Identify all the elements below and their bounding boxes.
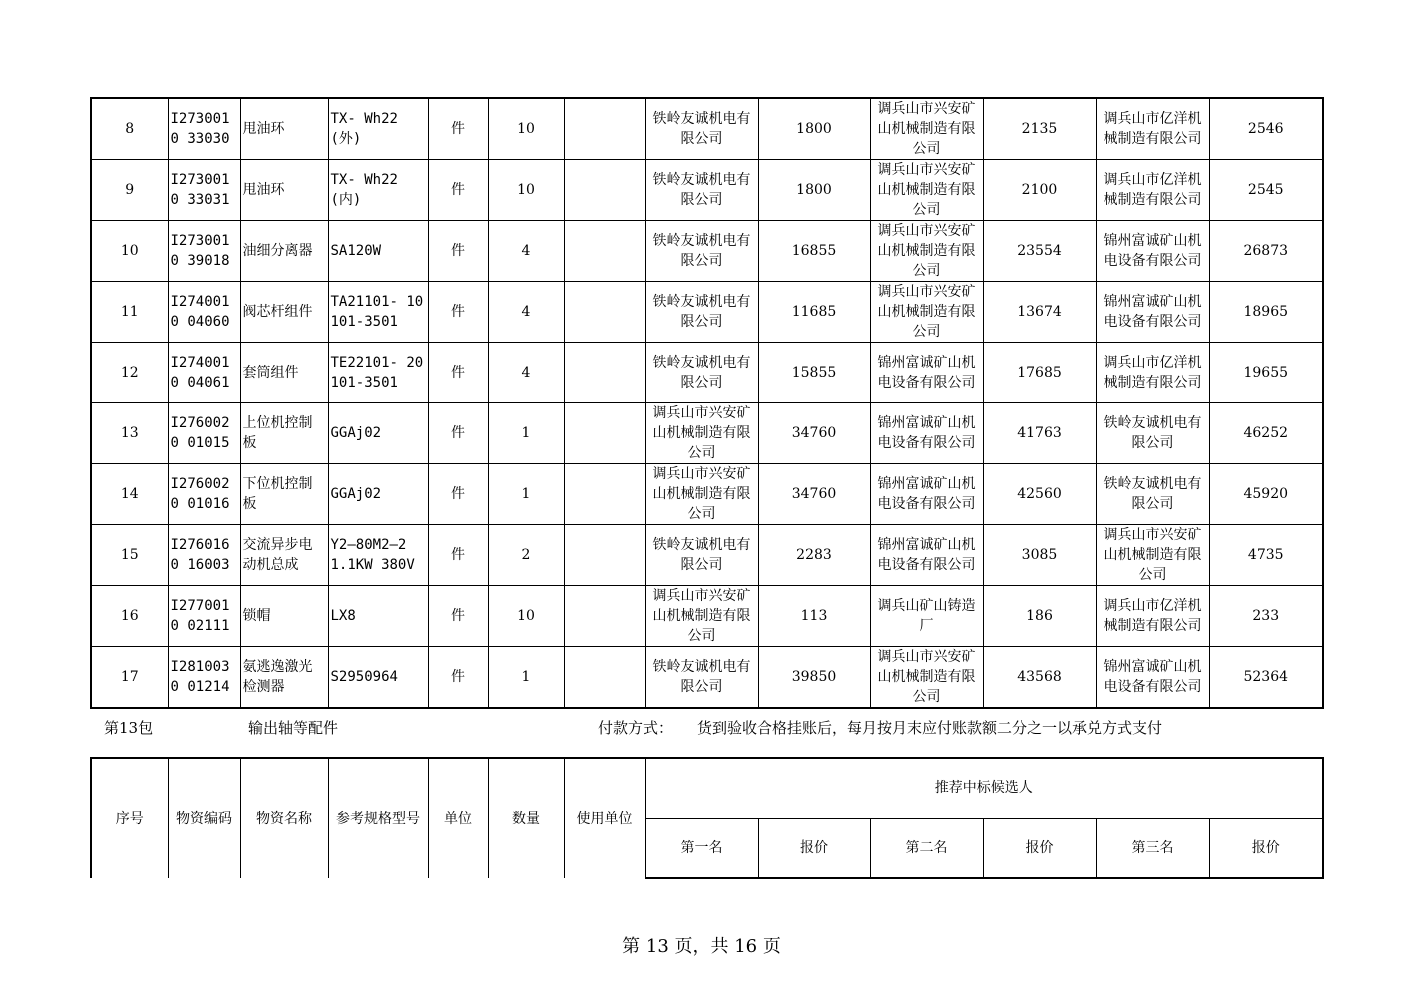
cell-user: [564, 464, 645, 525]
cell-price3: 2546: [1209, 98, 1323, 160]
header-qty: 数量: [488, 758, 564, 878]
cell-no: 13: [91, 403, 168, 464]
cell-price1: 15855: [758, 343, 870, 403]
cell-price2: 17685: [983, 343, 1096, 403]
cell-user: [564, 403, 645, 464]
cell-name: 阀芯杆组件: [240, 282, 328, 343]
header-user: 使用单位: [564, 758, 645, 878]
cell-name: 氨逃逸激光检测器: [240, 647, 328, 709]
next-package-header-table: [90, 757, 1324, 879]
header-unit: 单位: [428, 758, 488, 878]
cell-third: 铁岭友诚机电有限公司: [1096, 403, 1209, 464]
header-recommend: 推荐中标候选人: [645, 758, 1323, 818]
cell-price1: 16855: [758, 221, 870, 282]
table-row: [91, 403, 1323, 464]
cell-user: [564, 586, 645, 647]
cell-no: 14: [91, 464, 168, 525]
cell-qty: 4: [488, 343, 564, 403]
cell-qty: 10: [488, 160, 564, 221]
cell-first: 铁岭友诚机电有限公司: [645, 343, 758, 403]
cell-first: 铁岭友诚机电有限公司: [645, 160, 758, 221]
cell-second: 锦州富诚矿山机电设备有限公司: [870, 403, 983, 464]
cell-qty: 1: [488, 403, 564, 464]
cell-price3: 4735: [1209, 525, 1323, 586]
cell-user: [564, 282, 645, 343]
cell-code: I2810030 01214: [168, 647, 240, 709]
cell-price1: 11685: [758, 282, 870, 343]
header-no: 序号: [91, 758, 168, 878]
cell-code: I2740010 04061: [168, 343, 240, 403]
table-body: [91, 98, 1323, 708]
cell-user: [564, 525, 645, 586]
cell-user: [564, 647, 645, 709]
cell-first: 调兵山市兴安矿山机械制造有限公司: [645, 586, 758, 647]
header-code: 物资编码: [168, 758, 240, 878]
header-first: 第一名: [645, 818, 758, 878]
cell-first: 铁岭友诚机电有限公司: [645, 221, 758, 282]
cell-price2: 13674: [983, 282, 1096, 343]
cell-spec: TA21101- 10101-3501: [328, 282, 428, 343]
cell-price3: 19655: [1209, 343, 1323, 403]
cell-second: 调兵山市兴安矿山机械制造有限公司: [870, 221, 983, 282]
cell-price2: 41763: [983, 403, 1096, 464]
cell-name: 锁帽: [240, 586, 328, 647]
cell-price2: 2100: [983, 160, 1096, 221]
cell-price1: 2283: [758, 525, 870, 586]
cell-price1: 1800: [758, 160, 870, 221]
cell-name: 甩油环: [240, 98, 328, 160]
cell-price3: 2545: [1209, 160, 1323, 221]
header-price2: 报价: [983, 818, 1096, 878]
header-spec: 参考规格型号: [328, 758, 428, 878]
table-row: [91, 586, 1323, 647]
cell-unit: 件: [428, 98, 488, 160]
cell-second: 调兵山市兴安矿山机械制造有限公司: [870, 98, 983, 160]
cell-price2: 43568: [983, 647, 1096, 709]
cell-price2: 23554: [983, 221, 1096, 282]
cell-user: [564, 98, 645, 160]
cell-spec: Y2—80M2—2 1.1KW 380V: [328, 525, 428, 586]
cell-user: [564, 221, 645, 282]
cell-unit: 件: [428, 282, 488, 343]
cell-first: 调兵山市兴安矿山机械制造有限公司: [645, 403, 758, 464]
header-third: 第三名: [1096, 818, 1209, 878]
header-second: 第二名: [870, 818, 983, 878]
cell-second: 调兵山市兴安矿山机械制造有限公司: [870, 647, 983, 709]
cell-third: 调兵山市亿洋机械制造有限公司: [1096, 343, 1209, 403]
table-row: [91, 282, 1323, 343]
cell-price3: 18965: [1209, 282, 1323, 343]
cell-price3: 45920: [1209, 464, 1323, 525]
cell-user: [564, 160, 645, 221]
cell-code: I2730010 33030: [168, 98, 240, 160]
table-row: [91, 98, 1323, 160]
cell-spec: GGAj02: [328, 403, 428, 464]
cell-third: 铁岭友诚机电有限公司: [1096, 464, 1209, 525]
cell-second: 锦州富诚矿山机电设备有限公司: [870, 525, 983, 586]
cell-unit: 件: [428, 464, 488, 525]
cell-spec: GGAj02: [328, 464, 428, 525]
cell-price3: 46252: [1209, 403, 1323, 464]
cell-unit: 件: [428, 525, 488, 586]
cell-name: 下位机控制板: [240, 464, 328, 525]
cell-no: 8: [91, 98, 168, 160]
cell-name: 甩油环: [240, 160, 328, 221]
cell-qty: 4: [488, 221, 564, 282]
table-row: [91, 464, 1323, 525]
header-price3: 报价: [1209, 818, 1323, 878]
cell-spec: TX- Wh22(内): [328, 160, 428, 221]
package-label: 第13包: [104, 719, 154, 737]
cell-third: 锦州富诚矿山机电设备有限公司: [1096, 282, 1209, 343]
cell-first: 铁岭友诚机电有限公司: [645, 647, 758, 709]
cell-unit: 件: [428, 343, 488, 403]
cell-spec: SA120W: [328, 221, 428, 282]
cell-no: 15: [91, 525, 168, 586]
procurement-table: [90, 97, 1324, 709]
cell-name: 套筒组件: [240, 343, 328, 403]
table-row: [91, 343, 1323, 403]
cell-name: 油细分离器: [240, 221, 328, 282]
cell-price3: 52364: [1209, 647, 1323, 709]
cell-second: 调兵山市兴安矿山机械制造有限公司: [870, 282, 983, 343]
cell-price1: 34760: [758, 403, 870, 464]
cell-price2: 3085: [983, 525, 1096, 586]
page-footer: 第 13 页，共 16 页: [622, 936, 781, 957]
cell-third: 调兵山市亿洋机械制造有限公司: [1096, 98, 1209, 160]
cell-third: 调兵山市亿洋机械制造有限公司: [1096, 160, 1209, 221]
cell-price1: 1800: [758, 98, 870, 160]
cell-first: 铁岭友诚机电有限公司: [645, 282, 758, 343]
cell-second: 调兵山矿山铸造厂: [870, 586, 983, 647]
cell-third: 锦州富诚矿山机电设备有限公司: [1096, 221, 1209, 282]
cell-first: 铁岭友诚机电有限公司: [645, 98, 758, 160]
cell-code: I2760020 01015: [168, 403, 240, 464]
cell-price1: 34760: [758, 464, 870, 525]
cell-no: 12: [91, 343, 168, 403]
cell-second: 调兵山市兴安矿山机械制造有限公司: [870, 160, 983, 221]
cell-third: 锦州富诚矿山机电设备有限公司: [1096, 647, 1209, 709]
payment-label: 付款方式：: [598, 719, 674, 737]
cell-price3: 233: [1209, 586, 1323, 647]
cell-code: I2730010 39018: [168, 221, 240, 282]
cell-unit: 件: [428, 221, 488, 282]
cell-spec: TX- Wh22(外): [328, 98, 428, 160]
package-title: 输出轴等配件: [248, 719, 339, 737]
cell-second: 锦州富诚矿山机电设备有限公司: [870, 464, 983, 525]
cell-code: I2730010 33031: [168, 160, 240, 221]
cell-spec: LX8: [328, 586, 428, 647]
cell-qty: 4: [488, 282, 564, 343]
header-price1: 报价: [758, 818, 870, 878]
cell-second: 锦州富诚矿山机电设备有限公司: [870, 343, 983, 403]
table-row: [91, 160, 1323, 221]
cell-spec: TE22101- 20101-3501: [328, 343, 428, 403]
cell-name: 上位机控制板: [240, 403, 328, 464]
cell-no: 17: [91, 647, 168, 709]
cell-user: [564, 343, 645, 403]
cell-no: 9: [91, 160, 168, 221]
cell-price2: 42560: [983, 464, 1096, 525]
cell-price2: 2135: [983, 98, 1096, 160]
cell-code: I2760020 01016: [168, 464, 240, 525]
cell-unit: 件: [428, 647, 488, 709]
cell-qty: 1: [488, 647, 564, 709]
table-row: [91, 525, 1323, 586]
cell-no: 16: [91, 586, 168, 647]
cell-first: 调兵山市兴安矿山机械制造有限公司: [645, 464, 758, 525]
cell-code: I2740010 04060: [168, 282, 240, 343]
cell-unit: 件: [428, 160, 488, 221]
cell-no: 11: [91, 282, 168, 343]
cell-name: 交流异步电动机总成: [240, 525, 328, 586]
cell-code: I2770010 02111: [168, 586, 240, 647]
cell-qty: 10: [488, 98, 564, 160]
cell-third: 调兵山市亿洋机械制造有限公司: [1096, 586, 1209, 647]
cell-qty: 2: [488, 525, 564, 586]
cell-price3: 26873: [1209, 221, 1323, 282]
cell-first: 铁岭友诚机电有限公司: [645, 525, 758, 586]
cell-unit: 件: [428, 403, 488, 464]
payment-text: 货到验收合格挂账后，每月按月末应付账款额二分之一以承兑方式支付: [697, 719, 1163, 737]
cell-qty: 10: [488, 586, 564, 647]
cell-price1: 39850: [758, 647, 870, 709]
cell-price2: 186: [983, 586, 1096, 647]
table-row: [91, 647, 1323, 709]
cell-qty: 1: [488, 464, 564, 525]
cell-no: 10: [91, 221, 168, 282]
cell-code: I2760160 16003: [168, 525, 240, 586]
cell-third: 调兵山市兴安矿山机械制造有限公司: [1096, 525, 1209, 586]
cell-spec: S2950964: [328, 647, 428, 709]
header-name: 物资名称: [240, 758, 328, 878]
cell-unit: 件: [428, 586, 488, 647]
cell-price1: 113: [758, 586, 870, 647]
table-row: [91, 221, 1323, 282]
